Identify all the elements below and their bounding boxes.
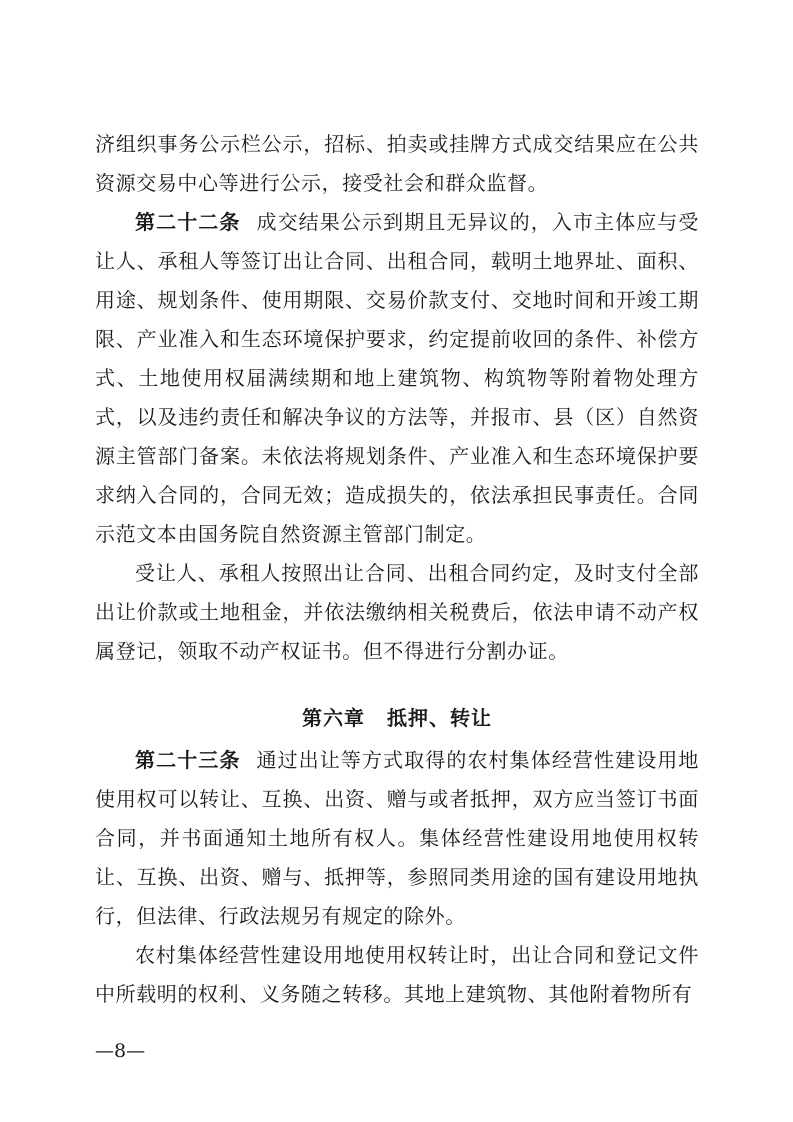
article-23-text: 通过出让等方式取得的农村集体经营性建设用地使用权可以转让、互换、出资、赠与或者抵押，双方应当签订书面合同，并书面通知土地所有权人。集体经营性建设用地使用权转让、互换、出资、赠与、抵押等，参照同类用途的国有建设用地执行，但法律、行政法规另有规定的除外。 [95, 748, 699, 928]
chapter-heading [95, 699, 699, 738]
article-22-label: 第二十二条 [135, 210, 241, 234]
page-number: —8— [95, 1040, 146, 1062]
article-23-paragraph-2 [95, 936, 699, 1014]
article-22-paragraph [95, 203, 699, 554]
document-body [95, 125, 699, 1014]
paragraph-continued [95, 125, 699, 203]
paragraph-text: 济组织事务公示栏公示，招标、拍卖或挂牌方式成交结果应在公共资源交易中心等进行公示，接受社会和群众监督。 [95, 132, 699, 195]
article-23-label: 第二十三条 [135, 748, 241, 772]
article-22-text: 成交结果公示到期且无异议的，入市主体应与受让人、承租人等签订出让合同、出租合同，载明土地界址、面积、用途、规划条件、使用期限、交易价款支付、交地时间和开竣工期限、产业准入和生态环境保护要求，约定提前收回的条件、补偿方式、土地使用权届满续期和地上建筑物、构筑物等附着物处理方式，以及违约责任和解决争议的方法等，并报市、县（区）自然资源主管部门备案。未依法将规划条件、产业准入和生态环境保护要求纳入合同的，合同无效；造成损失的，依法承担民事责任。合同示范文本由国务院自然资源主管部门制定。 [95, 210, 699, 546]
article-23-paragraph [95, 741, 699, 936]
chapter-title: 抵押、转让 [387, 706, 492, 730]
paragraph-text: 受让人、承租人按照出让合同、出租合同约定，及时支付全部出让价款或土地租金，并依法缴纳相关税费后，依法申请不动产权属登记，领取不动产权证书。但不得进行分割办证。 [95, 561, 699, 663]
paragraph-text: 农村集体经营性建设用地使用权转让时，出让合同和登记文件中所载明的权利、义务随之转移。其地上建筑物、其他附着物所有 [95, 943, 699, 1006]
chapter-number: 第六章 [302, 706, 365, 730]
article-22-paragraph-2 [95, 554, 699, 671]
